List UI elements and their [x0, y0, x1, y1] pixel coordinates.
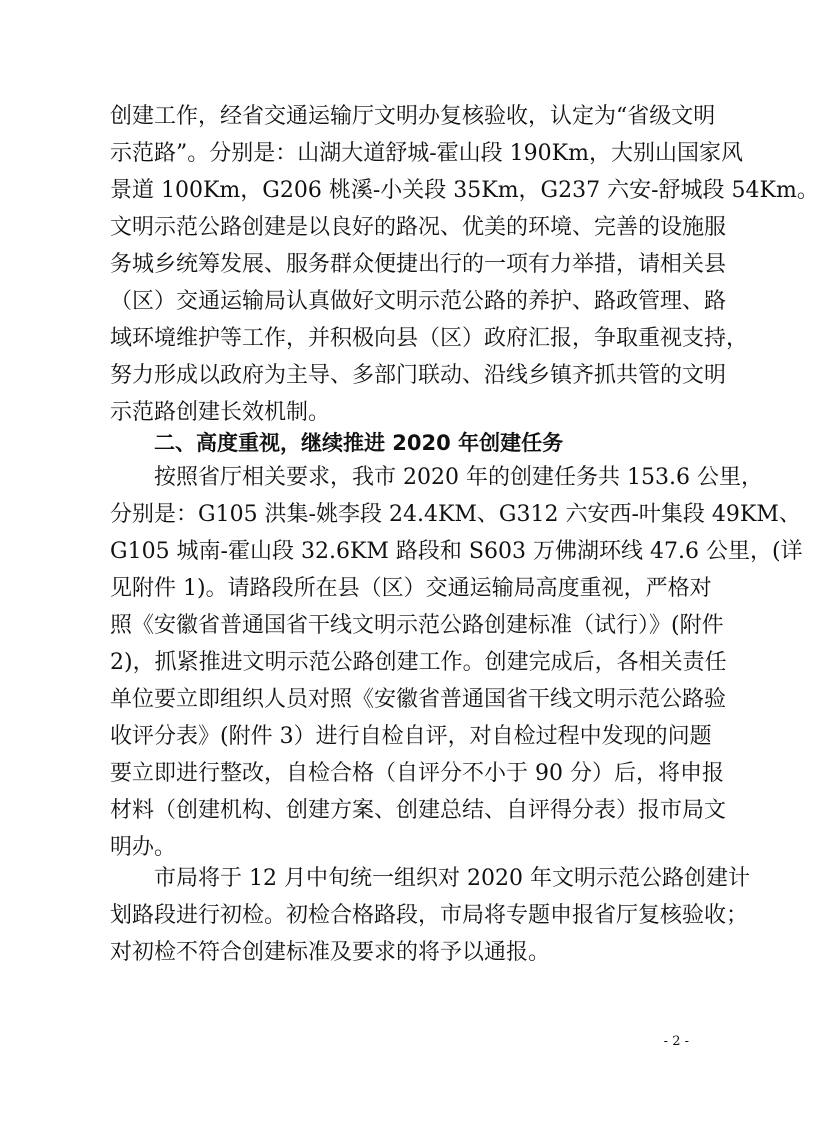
text-line: 努力形成以政府为主导、多部门联动、沿线乡镇齐抓共管的文明 — [110, 363, 727, 388]
text-line: 单位要立即组织人员对照《安徽省普通国省干线文明示范公路验 — [110, 687, 727, 712]
text-line: 示范路”。分别是：山湖大道舒城-霍山段 190Km，大别山国家风 — [110, 141, 743, 166]
section-heading — [110, 425, 695, 462]
text-line: 收评分表》(附件 3）进行自检自评，对自检过程中发现的问题 — [110, 724, 712, 749]
text-line: 示范路创建长效机制。 — [110, 400, 331, 425]
paragraph-2020-tasks — [110, 459, 803, 866]
text-line: 材料（创建机构、创建方案、创建总结、自评得分表）报市局文 — [110, 798, 727, 823]
text-line: 照《安徽省普通国省干线文明示范公路创建标准（试行）》(附件 — [110, 613, 724, 638]
paragraph-civilized-road-review — [110, 98, 819, 431]
section-heading-text: 二、高度重视，继续推进 2020 年创建任务 — [154, 431, 564, 455]
text-line: 划路段进行初检。初检合格路段，市局将专题申报省厅复核验收； — [110, 903, 749, 928]
text-line: 市局将于 12 月中旬统一组织对 2020 年文明示范公路创建计 — [154, 866, 750, 891]
text-line: 见附件 1)。请路段所在县（区）交通运输局高度重视，严格对 — [110, 576, 712, 601]
page-number: - 2 - — [663, 1034, 689, 1049]
text-line: 务城乡统筹发展、服务群众便捷出行的一项有力举措，请相关县 — [110, 252, 727, 277]
text-line: （区）交通运输局认真做好文明示范公路的养护、路政管理、路 — [110, 289, 727, 314]
text-line: 对初检不符合创建标准及要求的将予以通报。 — [110, 940, 551, 965]
text-line: 按照省厅相关要求，我市 2020 年的创建任务共 153.6 公里， — [154, 465, 763, 490]
text-line: 明办。 — [110, 835, 177, 860]
text-line: 分别是：G105 洪集-姚李段 24.4KM、G312 六安西-叶集段 49KM、 — [110, 502, 801, 527]
text-line: 2)，抓紧推进文明示范公路创建工作。创建完成后，各相关责任 — [110, 650, 727, 675]
text-line: 创建工作，经省交通运输厅文明办复核验收，认定为“省级文明 — [110, 104, 716, 129]
text-line: 要立即进行整改，自检合格（自评分不小于 90 分）后，将申报 — [110, 761, 724, 786]
paragraph-initial-inspection — [110, 860, 750, 971]
text-line: 景道 100Km，G206 桃溪-小关段 35Km，G237 六安-舒城段 54Km。 — [110, 178, 819, 203]
text-line: 域环境维护等工作，并积极向县（区）政府汇报，争取重视支持， — [110, 326, 749, 351]
text-line: G105 城南-霍山段 32.6KM 路段和 S603 万佛湖环线 47.6 公里，(详 — [110, 539, 803, 564]
text-line: 文明示范公路创建是以良好的路况、优美的环境、完善的设施服 — [110, 215, 727, 240]
